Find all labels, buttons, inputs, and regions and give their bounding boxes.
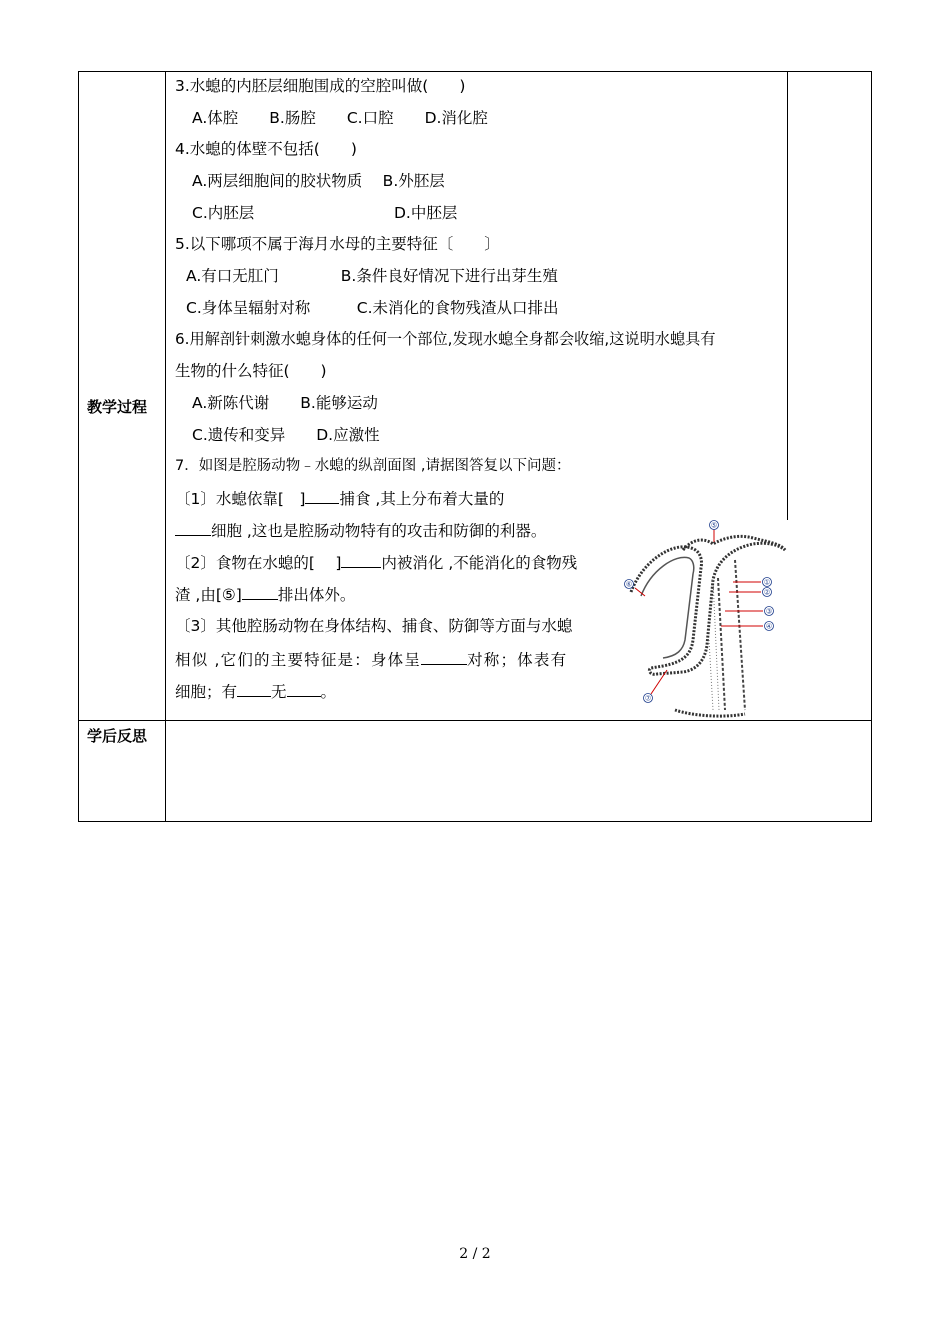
q7-part1-line2 — [175, 520, 546, 541]
q6-options-2: C.遗传和变异 D.应激性 — [192, 426, 380, 444]
q4-stem: 4.水螅的体壁不包括( ) — [175, 140, 357, 158]
figure-label-3: ③ — [765, 607, 773, 616]
figure-label-2: ② — [763, 588, 771, 597]
q7-part3-line3 — [175, 681, 336, 702]
answer-blank — [287, 681, 321, 697]
q7-p3-text-e: 。 — [320, 683, 337, 701]
row-label-teaching-process: 教学过程 — [87, 398, 148, 416]
table-row-divider — [78, 720, 872, 721]
q3-options: A.体腔 B.肠腔 C.口腔 D.消化腔 — [192, 109, 488, 127]
table-border-right — [871, 71, 872, 822]
q3-stem: 3.水螅的内胚层细胞围成的空腔叫做( ) — [175, 77, 466, 95]
hydra-section-figure — [613, 520, 788, 720]
q5-options-2: C.身体呈辐射对称 C.未消化的食物残渣从口排出 — [186, 299, 559, 317]
q6-stem-line1: 6.用解剖针刺激水螅身体的任何一个部位,发现水螅全身都会收缩,这说明水螅具有 — [175, 330, 716, 348]
table-border-bottom — [78, 821, 872, 822]
q7-p3-text-d: 无 — [271, 683, 287, 701]
q6-stem-line2: 生物的什么特征( ) — [175, 362, 327, 380]
q6-options-1: A.新陈代谢 B.能够运动 — [192, 394, 378, 412]
q4-option-d: D.中胚层 — [394, 204, 458, 222]
q5-options-1: A.有口无肛门 B.条件良好情况下进行出芽生殖 — [186, 267, 558, 285]
answer-blank — [242, 584, 278, 600]
q7-p3-text-b: 对称；体表有 — [467, 651, 568, 669]
q4-option-c: C.内胚层 — [192, 204, 255, 222]
row-label-reflection: 学后反思 — [87, 727, 148, 745]
q7-p3-text-c: 细胞；有 — [175, 683, 238, 701]
figure-label-1: ① — [763, 578, 771, 587]
figure-label-6: ⑥ — [625, 580, 633, 589]
q7-p3-text-a: 相似 ,它们的主要特征是：身体呈 — [175, 651, 422, 669]
q7-p1-text-b: 捕食 ,其上分布着大量的 — [339, 490, 505, 508]
table-col-divider-1 — [165, 71, 166, 822]
table-border-left — [78, 71, 79, 822]
q7-p1-text-c: 细胞 ,这也是腔肠动物特有的攻击和防御的利器。 — [211, 522, 547, 540]
q5-stem: 5.以下哪项不属于海月水母的主要特征〔 〕 — [175, 235, 500, 253]
q7-part2-line1 — [175, 552, 577, 573]
q7-p2-text-d: 排出体外。 — [277, 586, 356, 604]
q7-part3-line1: 〔3〕其他腔肠动物在身体结构、捕食、防御等方面与水螅 — [175, 617, 573, 635]
answer-blank — [421, 649, 467, 665]
q4-options-1: A.两层细胞间的胶状物质 B.外胚层 — [192, 172, 445, 190]
q7-p2-text-a: 〔2〕食物在水螅的[ ] — [175, 554, 342, 572]
q7-p1-text-a: 〔1〕水螅依靠[ ] — [175, 490, 306, 508]
answer-blank — [341, 552, 381, 568]
q7-part1-line1 — [175, 488, 504, 509]
answer-blank — [305, 488, 339, 504]
table-border-top — [78, 71, 872, 72]
figure-label-5: ⑤ — [710, 521, 718, 530]
q7-part2-line2 — [175, 584, 355, 605]
q7-part3-line2 — [175, 649, 567, 670]
figure-label-7: ⑦ — [644, 694, 652, 703]
page-number: 2 / 2 — [459, 1246, 491, 1262]
q7-p2-text-b: 内被消化 ,不能消化的食物残 — [381, 554, 578, 572]
q7-p2-text-c: 渣 ,由[⑤] — [175, 586, 242, 604]
answer-blank — [237, 681, 271, 697]
answer-blank — [175, 520, 211, 536]
figure-label-4: ④ — [765, 622, 773, 631]
q7-stem: 7．如图是腔肠动物﹣水螅的纵剖面图 ,请据图答复以下问题： — [175, 458, 571, 474]
